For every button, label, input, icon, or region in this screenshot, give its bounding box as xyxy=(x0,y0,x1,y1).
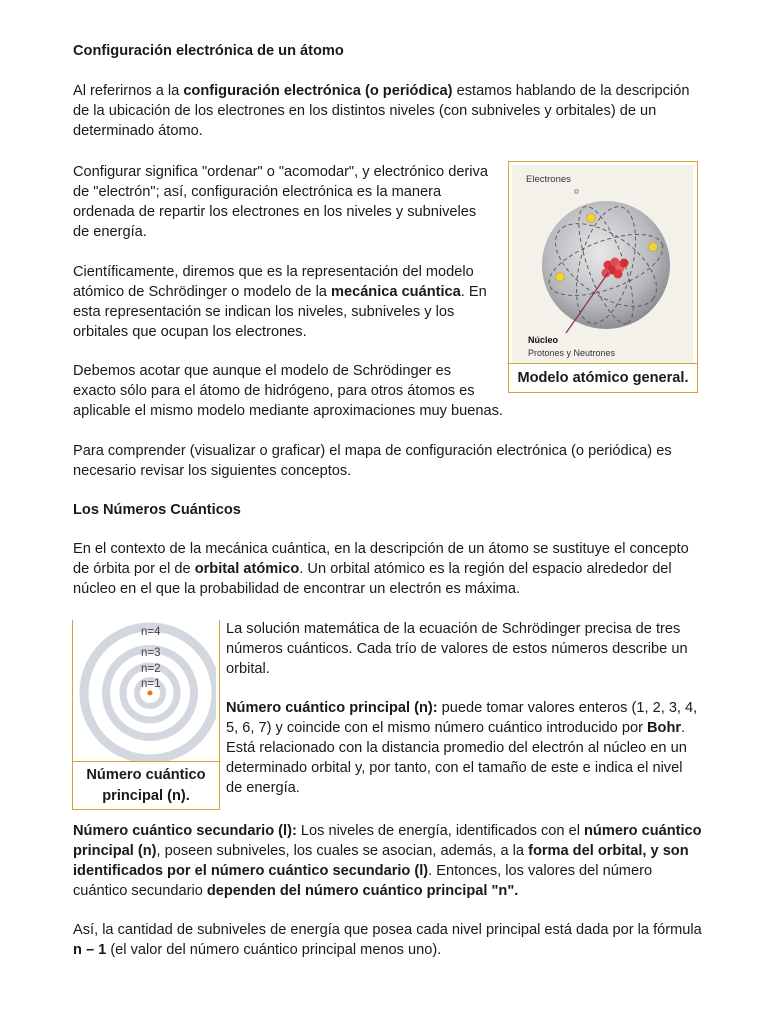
nucleus-dot-icon xyxy=(148,691,153,696)
paragraph-numero-principal: Número cuántico principal (n): puede tomar valores enteros (1, 2, 3, 4, 5, 6, 7) y coincide con el mismo número cuántico introducido por Bohr. Está relacionado con la distancia promedio del electrón al núcleo en un determinado orbital y, por tanto, con el tamaño de este e indica el nivel de energía. xyxy=(226,700,698,796)
paragraph-subniveles: Así, la cantidad de subniveles de energía que posea cada nivel principal está dada por la fórmula n – 1 (el valor del número cuántico principal menos uno). xyxy=(73,922,702,958)
paragraph-numero-secundario: Número cuántico secundario (l): Los niveles de energía, identificados con el número cuántico principal (n), poseen subniveles, los cuales se asocian, además, a la forma del orbital, y son identificados por el número cuántico secundario (l). Entonces, los valores del número cuántico secundario dependen del número cuántico principal "n". xyxy=(73,823,702,899)
electron-icon xyxy=(649,243,658,252)
paragraph-cientificamente: Científicamente, diremos que es la representación del modelo atómico de Schrödinger o modelo de la mecánica cuántica. En esta representación se indican los niveles, subniveles y los orbitales que ocupan los electrones. xyxy=(73,264,487,340)
atom-model-figure xyxy=(508,161,698,393)
document-title: Configuración electrónica de un átomo xyxy=(73,43,344,59)
level-label-n3: n=3 xyxy=(141,647,161,659)
paragraph-configurar: Configurar significa "ordenar" o "acomodar", y electrónico deriva de "electrón"; así, configuración electrónica es la manera ordenada de repartir los electrones en los niveles y subniveles de energía. xyxy=(73,164,488,240)
level-label-n2: n=2 xyxy=(141,663,161,675)
electron-legend-marker xyxy=(575,190,578,193)
electron-icon xyxy=(587,214,596,223)
quantum-levels-figure xyxy=(72,620,220,810)
label-nucleo: Núcleo xyxy=(528,335,559,345)
paragraph-solucion: La solución matemática de la ecuación de Schrödinger precisa de tres números cuánticos. Cada trío de valores de estos números describe un orbital. xyxy=(226,621,688,677)
section-heading-numeros-cuanticos: Los Números Cuánticos xyxy=(73,502,241,518)
paragraph-orbital: En el contexto de la mecánica cuántica, en la descripción de un átomo se sustituye el concepto de órbita por el de orbital atómico. Un orbital atómico es la región del espacio alrededor del núcleo en el que la probabilidad de encontrar un electrón es máxima. xyxy=(73,541,689,597)
label-electrones: Electrones xyxy=(526,174,571,185)
atom-illustration xyxy=(512,165,693,363)
paragraph-intro: Al referirnos a la configuración electrónica (o periódica) estamos hablando de la descripción de la ubicación de los electrones en los distintos niveles (con subniveles y orbitales) de un determinado átomo. xyxy=(73,83,690,139)
level-label-n1: n=1 xyxy=(141,678,161,690)
label-protones-neutrones: Protones y Neutrones xyxy=(528,348,616,358)
atom-model-image xyxy=(512,165,693,363)
atom-figure-caption: Modelo atómico general. xyxy=(509,363,697,392)
electron-icon xyxy=(556,273,565,282)
concentric-orbits-illustration xyxy=(76,620,216,762)
quantum-levels-image xyxy=(76,620,216,762)
paragraph-comprender: Para comprender (visualizar o graficar) el mapa de configuración electrónica (o periódica) es necesario revisar los siguientes conceptos. xyxy=(73,443,672,479)
quantum-figure-caption: Número cuántico principal (n). xyxy=(73,761,219,809)
level-label-n4: n=4 xyxy=(141,626,161,638)
paragraph-acotar: Debemos acotar que aunque el modelo de Schrödinger es exacto sólo para el átomo de hidrógeno, para otros átomos es aplicable el mismo modelo mediante aproximaciones muy buenas. xyxy=(73,363,503,419)
